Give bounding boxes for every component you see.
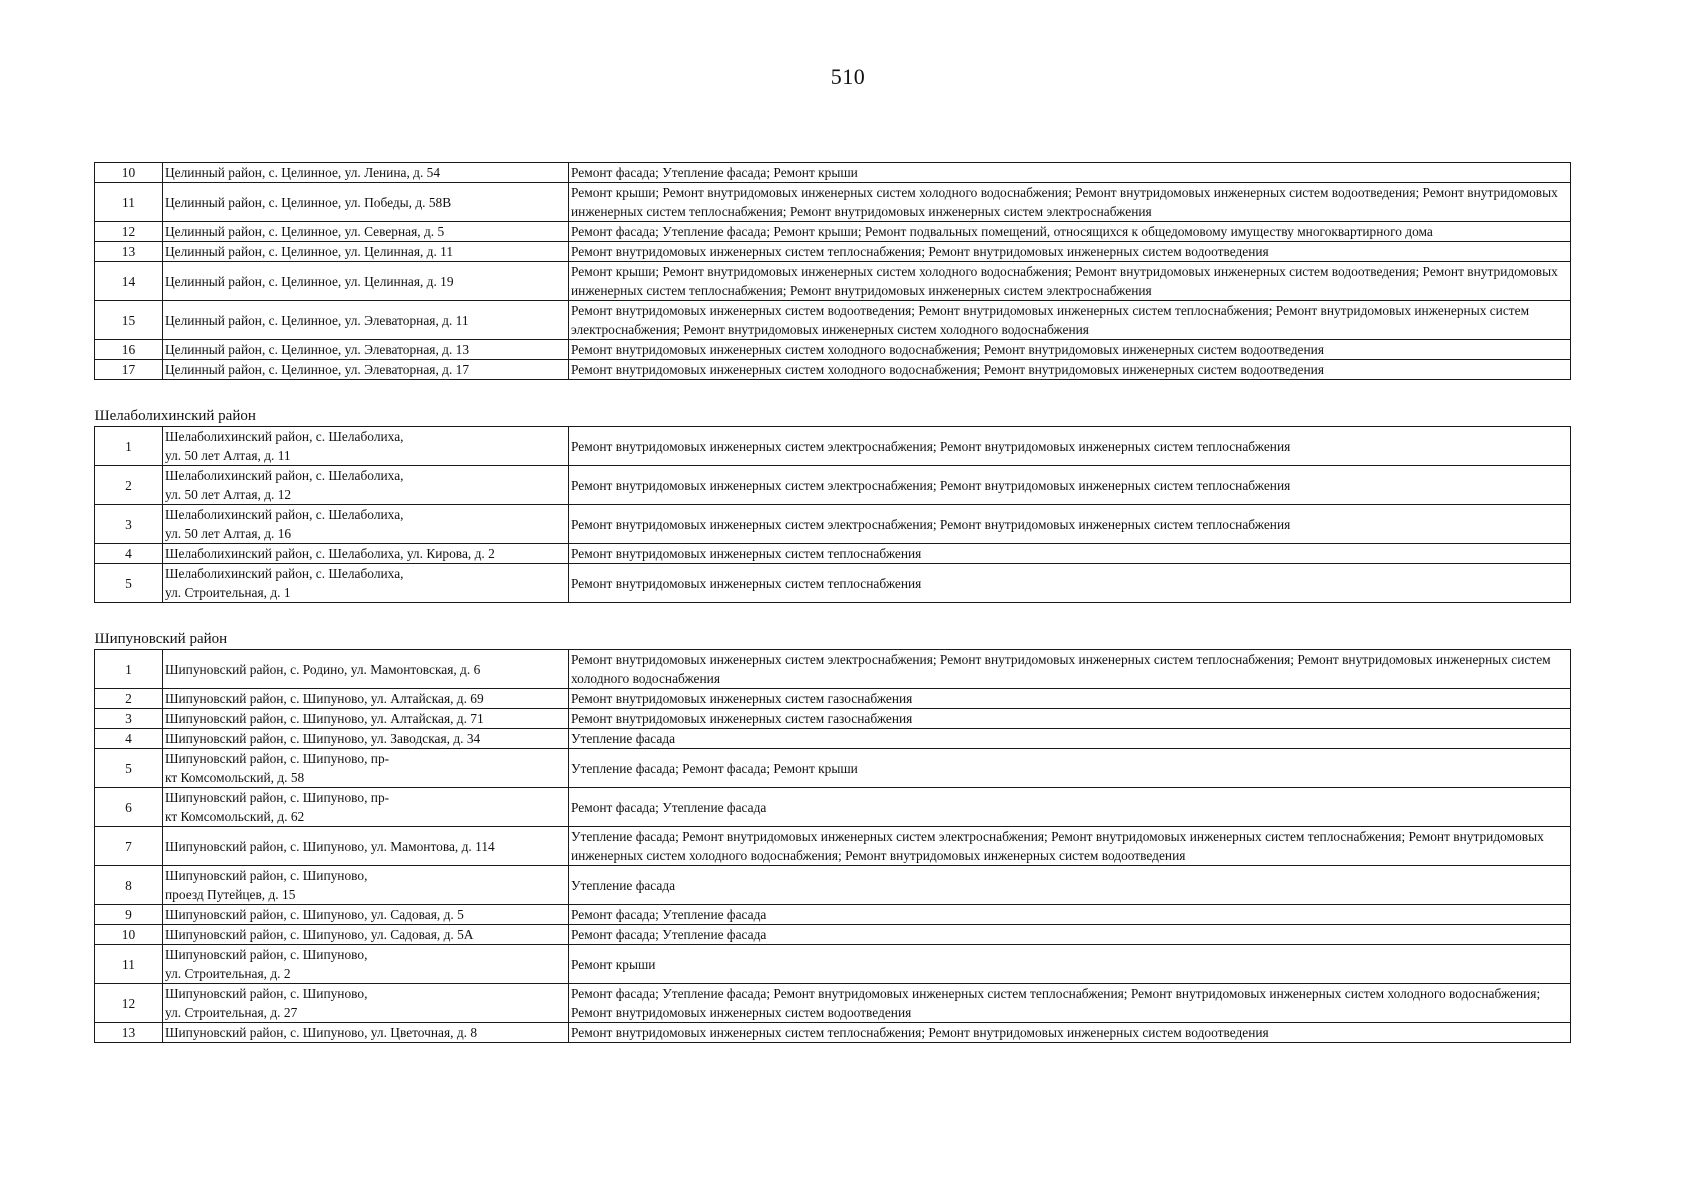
table-row	[95, 984, 1571, 1023]
row-number: 13	[95, 1023, 163, 1043]
table-row	[95, 564, 1571, 603]
row-works: Ремонт внутридомовых инженерных систем газоснабжения	[569, 709, 1571, 729]
row-address: Шелаболихинский район, с. Шелаболиха, ул. 50 лет Алтая, д. 16	[163, 505, 569, 544]
row-works: Ремонт внутридомовых инженерных систем теплоснабжения	[569, 544, 1571, 564]
row-number: 13	[95, 242, 163, 262]
table-row	[95, 183, 1571, 222]
table-row	[95, 827, 1571, 866]
row-number: 14	[95, 262, 163, 301]
row-works: Ремонт внутридомовых инженерных систем теплоснабжения; Ремонт внутридомовых инженерных систем водоотведения	[569, 242, 1571, 262]
row-number: 15	[95, 301, 163, 340]
row-address: Шелаболихинский район, с. Шелаболиха, ул. 50 лет Алтая, д. 12	[163, 466, 569, 505]
table-row	[95, 945, 1571, 984]
district-header-row	[95, 402, 1571, 427]
row-number: 11	[95, 183, 163, 222]
table-row	[95, 163, 1571, 183]
row-number: 12	[95, 222, 163, 242]
row-number: 16	[95, 340, 163, 360]
table-row	[95, 788, 1571, 827]
row-works: Ремонт крыши; Ремонт внутридомовых инженерных систем холодного водоснабжения; Ремонт внутридомовых инженерных систем водоотведения; Ремонт внутридомовых инженерных систем теплоснабжения; Ремонт внутридомовых инженерных систем электроснабжения	[569, 262, 1571, 301]
row-number: 17	[95, 360, 163, 380]
row-works: Ремонт крыши; Ремонт внутридомовых инженерных систем холодного водоснабжения; Ремонт внутридомовых инженерных систем водоотведения; Ремонт внутридомовых инженерных систем теплоснабжения; Ремонт внутридомовых инженерных систем электроснабжения	[569, 183, 1571, 222]
row-number: 4	[95, 544, 163, 564]
row-address: Шелаболихинский район, с. Шелаболиха, ул. Строительная, д. 1	[163, 564, 569, 603]
row-works: Ремонт фасада; Утепление фасада; Ремонт внутридомовых инженерных систем теплоснабжения; Ремонт внутридомовых инженерных систем холодного водоснабжения; Ремонт внутридомовых инженерных систем водоотведения	[569, 984, 1571, 1023]
district-header-row	[95, 625, 1571, 650]
row-works: Ремонт внутридомовых инженерных систем холодного водоснабжения; Ремонт внутридомовых инженерных систем водоотведения	[569, 340, 1571, 360]
table-row	[95, 905, 1571, 925]
table-row	[95, 222, 1571, 242]
row-works: Ремонт фасада; Утепление фасада; Ремонт крыши; Ремонт подвальных помещений, относящихся к общедомовому имуществу многоквартирного дома	[569, 222, 1571, 242]
row-address: Целинный район, с. Целинное, ул. Целинная, д. 19	[163, 262, 569, 301]
row-address: Шипуновский район, с. Шипуново, ул. Цветочная, д. 8	[163, 1023, 569, 1043]
table-row	[95, 340, 1571, 360]
row-works: Ремонт внутридомовых инженерных систем теплоснабжения; Ремонт внутридомовых инженерных систем водоотведения	[569, 1023, 1571, 1043]
row-works: Ремонт внутридомовых инженерных систем водоотведения; Ремонт внутридомовых инженерных систем теплоснабжения; Ремонт внутридомовых инженерных систем электроснабжения; Ремонт внутридомовых инженерных систем холодного водоснабжения	[569, 301, 1571, 340]
row-number: 9	[95, 905, 163, 925]
row-address: Целинный район, с. Целинное, ул. Элеваторная, д. 11	[163, 301, 569, 340]
district-title: Шелаболихинский район	[95, 402, 1571, 427]
row-address: Шипуновский район, с. Шипуново, пр- кт Комсомольский, д. 58	[163, 749, 569, 788]
row-number: 5	[95, 749, 163, 788]
row-works: Ремонт внутридомовых инженерных систем теплоснабжения	[569, 564, 1571, 603]
table-row	[95, 262, 1571, 301]
table-row	[95, 925, 1571, 945]
district-title: Шипуновский район	[95, 625, 1571, 650]
page-number: 510	[830, 64, 866, 89]
row-number: 10	[95, 163, 163, 183]
table-row	[95, 242, 1571, 262]
row-works: Ремонт внутридомовых инженерных систем холодного водоснабжения; Ремонт внутридомовых инженерных систем водоотведения	[569, 360, 1571, 380]
row-number: 4	[95, 729, 163, 749]
row-works: Ремонт фасада; Утепление фасада	[569, 788, 1571, 827]
row-address: Шелаболихинский район, с. Шелаболиха, ул. Кирова, д. 2	[163, 544, 569, 564]
row-address: Целинный район, с. Целинное, ул. Целинная, д. 11	[163, 242, 569, 262]
row-number: 11	[95, 945, 163, 984]
row-address: Шипуновский район, с. Шипуново, проезд Путейцев, д. 15	[163, 866, 569, 905]
gap-cell	[95, 380, 1571, 403]
row-number: 5	[95, 564, 163, 603]
row-works: Ремонт фасада; Утепление фасада; Ремонт крыши	[569, 163, 1571, 183]
table-row	[95, 689, 1571, 709]
row-address: Целинный район, с. Целинное, ул. Элеваторная, д. 13	[163, 340, 569, 360]
row-address: Шипуновский район, с. Шипуново, ул. Садовая, д. 5	[163, 905, 569, 925]
row-works: Утепление фасада	[569, 866, 1571, 905]
section-gap	[95, 603, 1571, 626]
table-row	[95, 650, 1571, 689]
table-row	[95, 466, 1571, 505]
section-gap	[95, 380, 1571, 403]
row-number: 2	[95, 466, 163, 505]
table-row	[95, 1023, 1571, 1043]
row-number: 7	[95, 827, 163, 866]
row-number: 3	[95, 709, 163, 729]
row-number: 12	[95, 984, 163, 1023]
row-works: Утепление фасада; Ремонт фасада; Ремонт крыши	[569, 749, 1571, 788]
table-row	[95, 360, 1571, 380]
row-address: Целинный район, с. Целинное, ул. Победы, д. 58В	[163, 183, 569, 222]
row-address: Шипуновский район, с. Шипуново, ул. Алтайская, д. 71	[163, 709, 569, 729]
row-address: Целинный район, с. Целинное, ул. Ленина, д. 54	[163, 163, 569, 183]
row-address: Шипуновский район, с. Шипуново, ул. Заводская, д. 34	[163, 729, 569, 749]
row-address: Шипуновский район, с. Шипуново, ул. Мамонтова, д. 114	[163, 827, 569, 866]
row-works: Ремонт внутридомовых инженерных систем газоснабжения	[569, 689, 1571, 709]
repair-works-table	[94, 162, 1571, 1043]
row-address: Шипуновский район, с. Родино, ул. Мамонтовская, д. 6	[163, 650, 569, 689]
row-number: 10	[95, 925, 163, 945]
row-works: Утепление фасада	[569, 729, 1571, 749]
row-works: Ремонт фасада; Утепление фасада	[569, 925, 1571, 945]
table-row	[95, 749, 1571, 788]
table-row	[95, 866, 1571, 905]
table-body	[95, 163, 1571, 1043]
row-address: Шипуновский район, с. Шипуново, ул. Алтайская, д. 69	[163, 689, 569, 709]
row-number: 1	[95, 427, 163, 466]
gap-cell	[95, 603, 1571, 626]
table-row	[95, 427, 1571, 466]
table-row	[95, 505, 1571, 544]
row-works: Ремонт внутридомовых инженерных систем электроснабжения; Ремонт внутридомовых инженерных систем теплоснабжения	[569, 466, 1571, 505]
row-address: Шипуновский район, с. Шипуново, ул. Строительная, д. 27	[163, 984, 569, 1023]
row-works: Ремонт крыши	[569, 945, 1571, 984]
row-number: 1	[95, 650, 163, 689]
table-row	[95, 301, 1571, 340]
row-works: Ремонт внутридомовых инженерных систем электроснабжения; Ремонт внутридомовых инженерных систем теплоснабжения	[569, 505, 1571, 544]
row-works: Ремонт внутридомовых инженерных систем электроснабжения; Ремонт внутридомовых инженерных систем теплоснабжения; Ремонт внутридомовых инженерных систем холодного водоснабжения	[569, 650, 1571, 689]
row-works: Ремонт фасада; Утепление фасада	[569, 905, 1571, 925]
row-address: Целинный район, с. Целинное, ул. Элеваторная, д. 17	[163, 360, 569, 380]
row-address: Шипуновский район, с. Шипуново, пр- кт Комсомольский, д. 62	[163, 788, 569, 827]
row-works: Утепление фасада; Ремонт внутридомовых инженерных систем электроснабжения; Ремонт внутридомовых инженерных систем теплоснабжения; Ремонт внутридомовых инженерных систем холодного водоснабжения; Ремонт внутридомовых инженерных систем водоотведения	[569, 827, 1571, 866]
row-number: 3	[95, 505, 163, 544]
table-row	[95, 544, 1571, 564]
row-address: Шипуновский район, с. Шипуново, ул. Строительная, д. 2	[163, 945, 569, 984]
row-number: 6	[95, 788, 163, 827]
row-address: Шелаболихинский район, с. Шелаболиха, ул. 50 лет Алтая, д. 11	[163, 427, 569, 466]
table-row	[95, 709, 1571, 729]
table-row	[95, 729, 1571, 749]
row-works: Ремонт внутридомовых инженерных систем электроснабжения; Ремонт внутридомовых инженерных систем теплоснабжения	[569, 427, 1571, 466]
row-address: Целинный район, с. Целинное, ул. Северная, д. 5	[163, 222, 569, 242]
row-number: 2	[95, 689, 163, 709]
row-address: Шипуновский район, с. Шипуново, ул. Садовая, д. 5А	[163, 925, 569, 945]
row-number: 8	[95, 866, 163, 905]
